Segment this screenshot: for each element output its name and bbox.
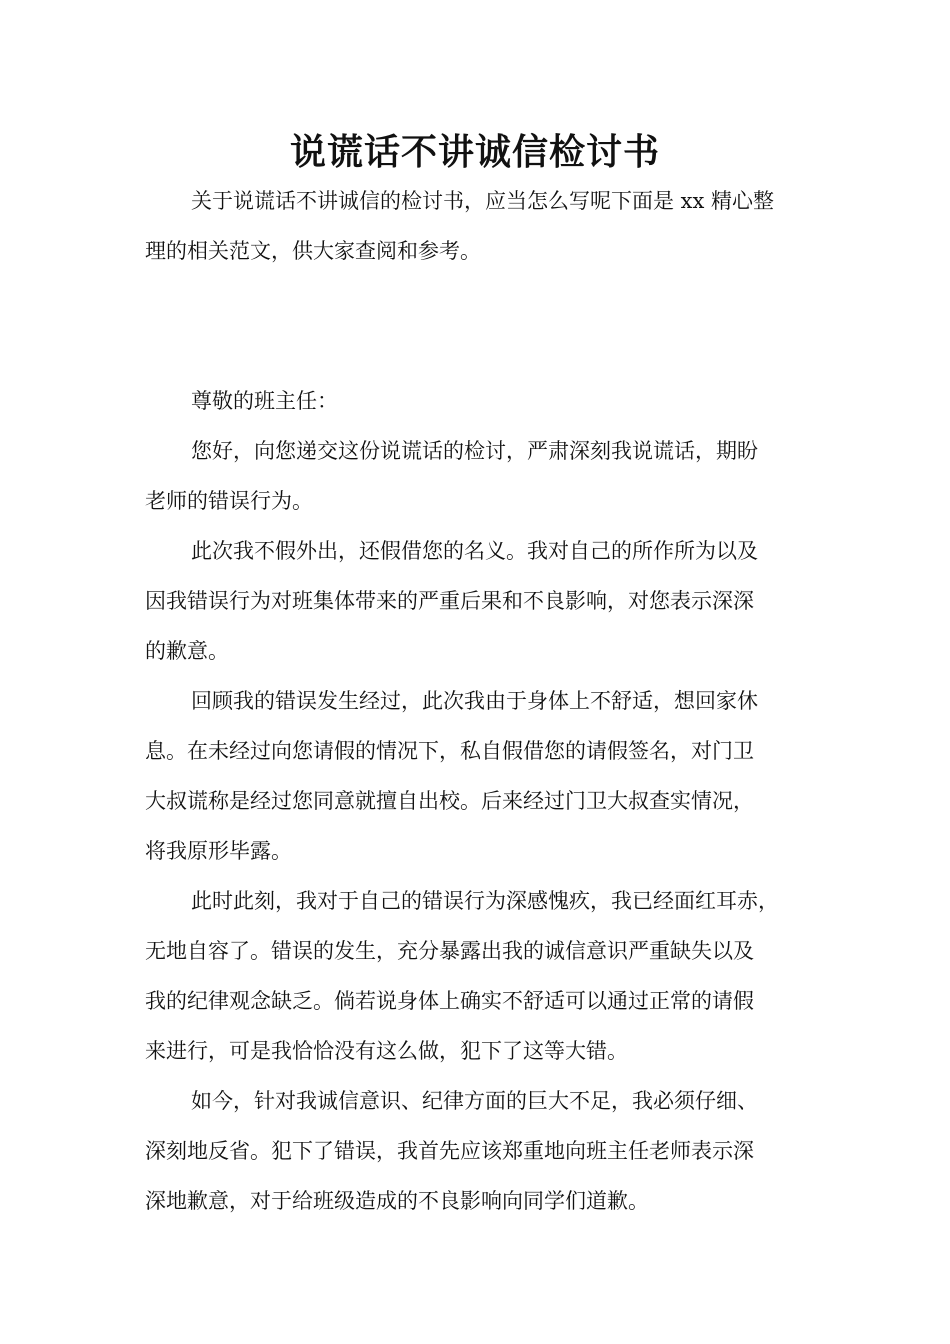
paragraph-4-line-3: 我的纪律观念缺乏。倘若说身体上确实不舒适可以通过正常的请假 bbox=[145, 989, 754, 1013]
document-title: 说谎话不讲诚信检讨书 bbox=[289, 132, 660, 173]
paragraph-5-line-3: 深地歉意，对于给班级造成的不良影响向同学们道歉。 bbox=[145, 1189, 649, 1213]
paragraph-5-line-2: 深刻地反省。犯下了错误，我首先应该郑重地向班主任老师表示深 bbox=[145, 1139, 754, 1163]
salutation: 尊敬的班主任： bbox=[191, 389, 338, 413]
paragraph-1-line-2: 老师的错误行为。 bbox=[145, 489, 313, 513]
paragraph-3-line-1: 回顾我的错误发生经过，此次我由于身体上不舒适，想回家休 bbox=[191, 689, 758, 713]
paragraph-2-line-1: 此次我不假外出，还假借您的名义。我对自己的所作所为以及 bbox=[191, 539, 758, 563]
paragraph-2-line-2: 因我错误行为对班集体带来的严重后果和不良影响，对您表示深深 bbox=[145, 589, 754, 613]
paragraph-1-line-1: 您好，向您递交这份说谎话的检讨，严肃深刻我说谎话，期盼 bbox=[191, 439, 758, 463]
paragraph-4-line-1: 此时此刻，我对于自己的错误行为深感愧疚，我已经面红耳赤， bbox=[191, 889, 779, 913]
paragraph-4-line-4: 来进行，可是我恰恰没有这么做，犯下了这等大错。 bbox=[145, 1039, 628, 1063]
paragraph-3-line-4: 将我原形毕露。 bbox=[145, 839, 292, 863]
paragraph-4-line-2: 无地自容了。错误的发生，充分暴露出我的诚信意识严重缺失以及 bbox=[145, 939, 754, 963]
intro-line-2: 理的相关范文，供大家查阅和参考。 bbox=[145, 239, 481, 263]
intro-line-1: 关于说谎话不讲诚信的检讨书，应当怎么写呢下面是 xx 精心整 bbox=[191, 189, 775, 213]
paragraph-3-line-2: 息。在未经过向您请假的情况下，私自假借您的请假签名，对门卫 bbox=[145, 739, 754, 763]
paragraph-2-line-3: 的歉意。 bbox=[145, 639, 229, 663]
paragraph-3-line-3: 大叔谎称是经过您同意就擅自出校。后来经过门卫大叔查实情况， bbox=[145, 789, 754, 813]
paragraph-5-line-1: 如今，针对我诚信意识、纪律方面的巨大不足，我必须仔细、 bbox=[191, 1089, 758, 1113]
